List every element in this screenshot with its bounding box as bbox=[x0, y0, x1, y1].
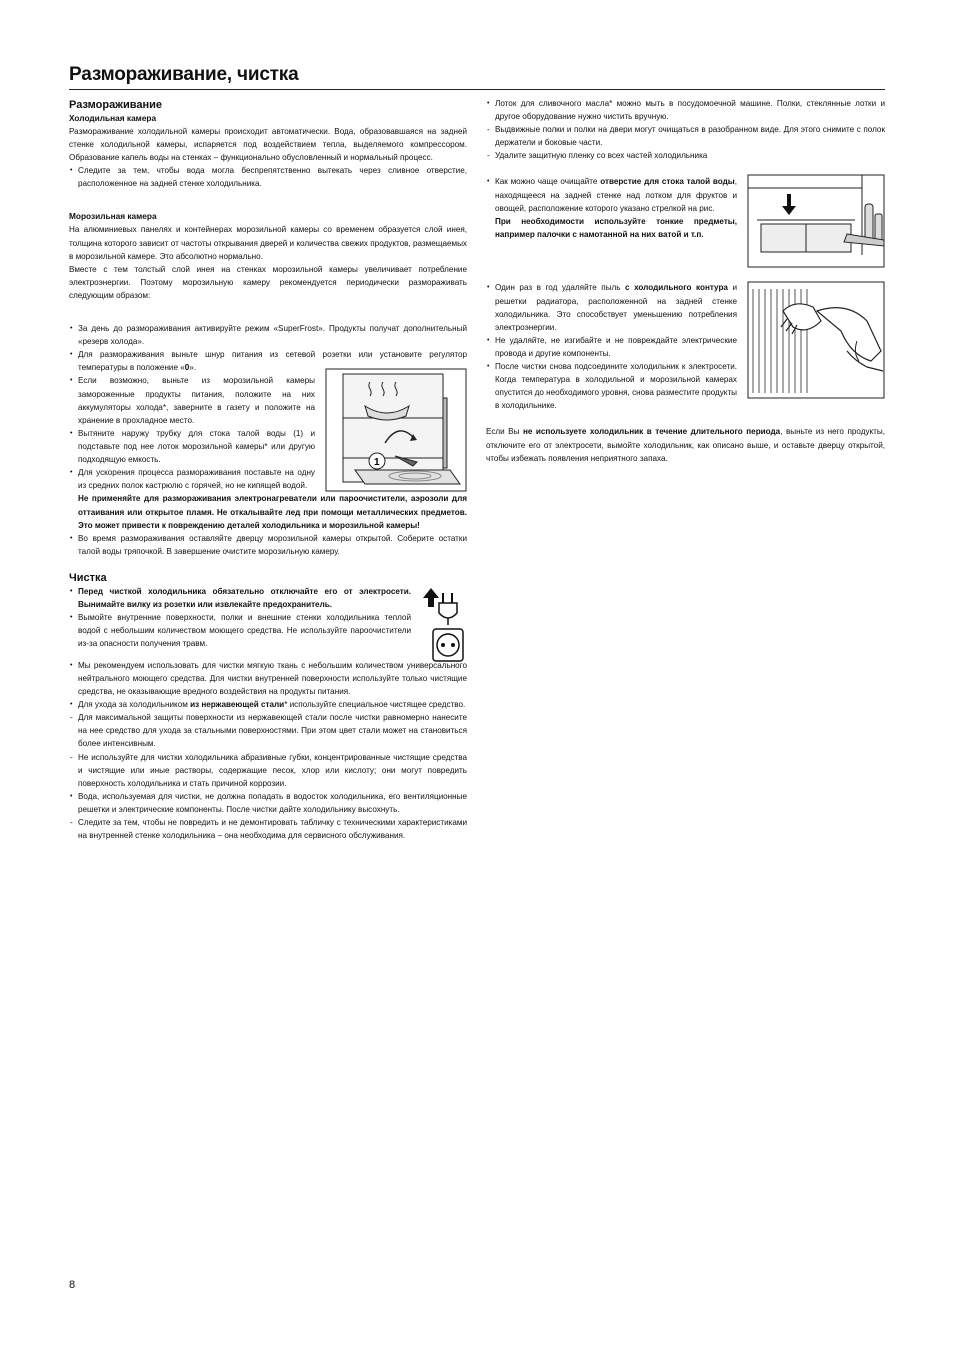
drain-list bbox=[486, 175, 737, 214]
freezer-list bbox=[69, 322, 467, 374]
list-item: • Для ускорения процесса размораживания поставьте на одну из средних полок кастрюлю с горячей, но не кипящей водой. bbox=[69, 466, 315, 492]
list-item: • Вымойте внутренние поверхности, полки и внешние стенки холодильника теплой водой с небольшим количеством моющего средства. Не используйте пароочистители из-за опасности получения травм. bbox=[69, 611, 411, 650]
condenser-cleaning-illustration bbox=[747, 281, 885, 399]
list-item: • Один раз в год удаляйте пыль с холодильного контура и решетки радиатора, расположенной на задней стенке холодильника. Это способствует уменьшению потребления электроэнергии. bbox=[486, 281, 737, 333]
unplug-block bbox=[69, 585, 467, 665]
condenser-list bbox=[486, 281, 737, 412]
defrost-figure-block bbox=[69, 374, 467, 492]
list-item: • Для размораживания выньте шнур питания из сетевой розетки или установите регулятор температуры в положение «0». bbox=[69, 348, 467, 374]
freezer-list-3 bbox=[69, 532, 467, 558]
long-term-text: Если Вы не используете холодильник в течение длительного периода, выньте из него продукты, отключите его от электросети, вымойте холодильник, как описано выше, и оставьте дверцу открытой, чтобы избежать появления неприятного запаха. bbox=[486, 427, 885, 463]
defrost-warning: Не применяйте для размораживания электронагреватели или пароочистители, аэрозоли для оттаивания или открытое пламя. Не откалывайте лед при помощи металлических предметов. Это может привести к повреждению деталей холодильника и морозильной камеры! bbox=[78, 494, 467, 530]
list-item: • Перед чисткой холодильника обязательно отключайте его от электросети. Вынимайте вилку из розетки или извлекайте предохранитель. bbox=[69, 585, 411, 611]
list-item: - Не используйте для чистки холодильника абразивные губки, концентрированные чистящие средства и чистящие или иные растворы, содержащие песок, хлор или кислоту; они могут повредить поверхность холодильника и стать причиной коррозии. bbox=[69, 751, 467, 790]
drain-block bbox=[486, 175, 885, 268]
list-item: • Как можно чаще очищайте отверстие для стока талой воды, находящееся на задней стенке над лотком для фруктов и овощей, расположение которого указано стрелкой на рис. bbox=[486, 175, 737, 214]
title-rule bbox=[69, 89, 885, 90]
figure-label: 1 bbox=[374, 457, 380, 469]
left-column bbox=[69, 98, 467, 842]
freezer-list-2 bbox=[69, 374, 315, 492]
list-item: • Вытяните наружу трубку для стока талой воды (1) и подставьте под нее лоток морозильной камеры* или другую подходящую емкость. bbox=[69, 427, 315, 466]
list-item: • Во время размораживания оставляйте дверцу морозильной камеры открытой. Соберите остатки талой воды тряпочкой. В завершение очистите морозильную камеру. bbox=[69, 532, 467, 558]
defrost-heading: Размораживание bbox=[69, 99, 163, 111]
fridge-subheading: Холодильная камера bbox=[69, 113, 157, 123]
list-item: • Вода, используемая для чистки, не должна попадать в водосток холодильника, его вентиляционные решетки и электрические компоненты. После чистки дайте холодильнику высохнуть. bbox=[69, 790, 467, 816]
right-list-1 bbox=[486, 97, 885, 162]
drain-hole-illustration bbox=[747, 174, 885, 268]
list-item: • За день до размораживания активируйте режим «SuperFrost». Продукты получат дополнительный «резерв холода». bbox=[69, 322, 467, 348]
right-column bbox=[486, 97, 885, 465]
unplug-icon bbox=[421, 585, 467, 665]
condenser-block bbox=[486, 281, 885, 412]
freezer-text-1: На алюминиевых панелях и контейнерах морозильной камеры со временем образуется слой инея, толщина которого зависит от частоты открывания дверей и количества свежих продуктов, размещаемых в морозильной камере. Это абсолютно нормально. bbox=[69, 225, 467, 261]
list-item: • Не удаляйте, не изгибайте и не повреждайте электрические провода и другие компоненты. bbox=[486, 334, 737, 360]
list-item: • После чистки снова подсоедините холодильник к электросети. Когда температура в холодильной и морозильной камерах опустится до необходимого уровня, снова разместите продукты в холодильнике. bbox=[486, 360, 737, 412]
freezer-text-2: Вместе с тем толстый слой инея на стенках морозильной камеры увеличивает потребление электроэнергии. Поэтому морозильную камеру рекомендуется периодически размораживать следующим образом: bbox=[69, 264, 467, 300]
freezer-defrost-illustration bbox=[325, 368, 467, 492]
list-item: - Выдвижные полки и полки на двери могут очищаться в разобранном виде. Для этого снимите с полок держатели и боковые части. bbox=[486, 123, 885, 149]
list-item: • Мы рекомендуем использовать для чистки мягкую ткань с небольшим количеством универсального нейтрального моющего средства. Для чистки внутренней поверхности используйте только чистящие средства, не оказывающие вредного воздействия на продукты питания. bbox=[69, 659, 467, 698]
list-item: - Для максимальной защиты поверхности из нержавеющей стали после чистки равномерно нанесите на нее средство для ухода за стальными поверхностями. При этом цвет стали может на становиться более интенсивным. bbox=[69, 711, 467, 750]
list-item: • Лоток для сливочного масла* можно мыть в посудомоечной машине. Полки, стеклянные лотки и другое оборудование нужно чистить вручную. bbox=[486, 97, 885, 123]
list-item: - Следите за тем, чтобы не повредить и не демонтировать табличку с техническими характеристиками на внутренней стенке холодильника – она необходима для сервисного обслуживания. bbox=[69, 816, 467, 842]
list-item: • Если возможно, выньте из морозильной камеры замороженные продукты питания, положите на них аккумуляторы холода*, заверните в газету и положите на хранение в прохладное место. bbox=[69, 374, 315, 426]
cleaning-list-1 bbox=[69, 585, 411, 665]
page-title: Размораживание, чистка bbox=[69, 64, 299, 85]
cleaning-list-2 bbox=[69, 659, 467, 842]
drain-warning: При необходимости используйте тонкие предметы, например палочки с намотанной на них ватой и т.п. bbox=[495, 216, 737, 239]
list-item: - Удалите защитную пленку со всех частей холодильника bbox=[486, 149, 885, 162]
cleaning-heading: Чистка bbox=[69, 571, 107, 584]
fridge-list bbox=[69, 164, 467, 190]
fridge-text: Размораживание холодильной камеры происходит автоматически. Вода, образовавшаяся на задней стенке холодильной камеры, испаряется под воздействием тепла, выделяемого компрессором. Образование капель воды на стенках – функционально обусловленный и нормальный процесс. bbox=[69, 127, 467, 163]
list-item: • Следите за тем, чтобы вода могла беспрепятственно вытекать через сливное отверстие, расположенное на задней стенке холодильника. bbox=[69, 164, 467, 190]
freezer-subheading: Морозильная камера bbox=[69, 211, 157, 222]
page-number: 8 bbox=[69, 1279, 76, 1291]
list-item: • Для ухода за холодильником из нержавеющей стали* используйте специальное чистящее средство. bbox=[69, 698, 467, 711]
